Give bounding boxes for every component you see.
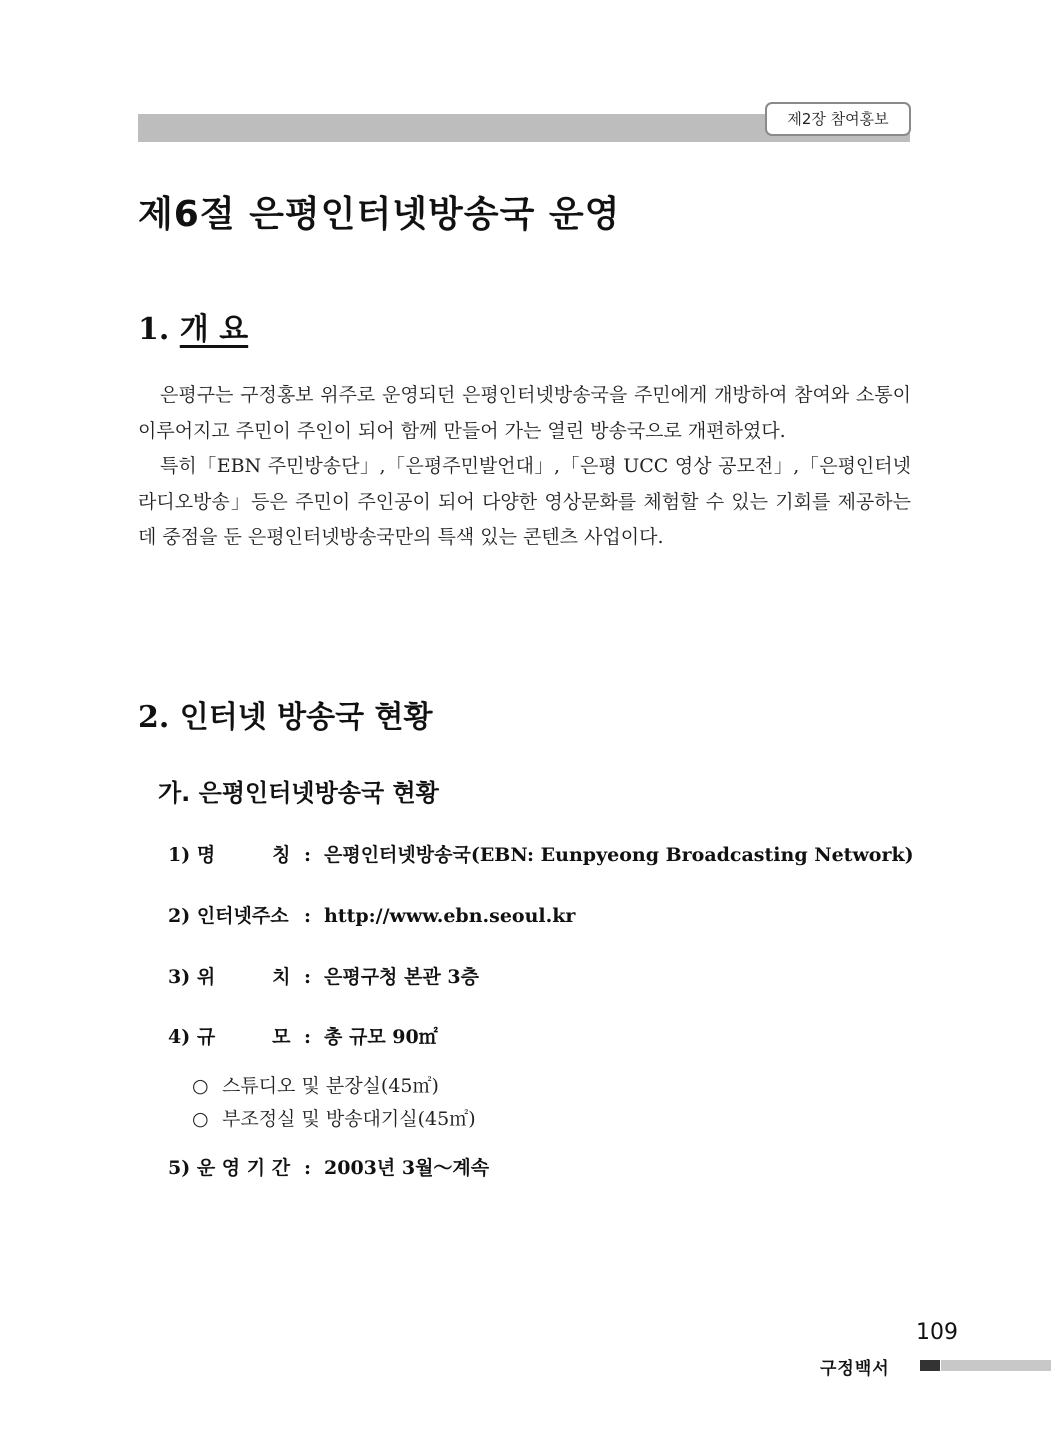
info-item-address <box>168 901 575 928</box>
info-value: 은평인터넷방송국(EBN: Eunpyeong Broadcasting Network) <box>324 844 914 866</box>
overview-heading <box>138 304 248 348</box>
book-title: 구정백서 <box>820 1359 890 1379</box>
info-value: http://www.ebn.seoul.kr <box>324 905 576 927</box>
sub-item-text: 부조정실 및 방송대기실(45㎡) <box>222 1108 476 1130</box>
separator: : <box>304 1026 312 1048</box>
overview-body <box>138 378 911 556</box>
sub-item-control-room <box>192 1104 476 1131</box>
separator: : <box>304 1157 312 1179</box>
status-heading <box>138 692 433 736</box>
info-label: 1) 명 칭 <box>168 844 291 866</box>
sub-item-text: 스튜디오 및 분장실(45㎡) <box>222 1075 439 1097</box>
page-number: 109 <box>916 1320 958 1345</box>
footer-bar-dark <box>920 1360 940 1371</box>
info-label: 5) 운 영 기 간 <box>168 1157 291 1179</box>
status-subheading: 가. 은평인터넷방송국 현황 <box>158 779 439 807</box>
bullet-icon: ○ <box>192 1075 209 1097</box>
separator: : <box>304 966 312 988</box>
info-value: 2003년 3월～계속 <box>324 1157 490 1179</box>
chapter-tab: 제2장 참여홍보 <box>765 102 911 136</box>
info-item-name <box>168 840 914 867</box>
sub-item-studio <box>192 1071 439 1098</box>
info-label: 3) 위 치 <box>168 966 291 988</box>
section-title: 제6절 은평인터넷방송국 운영 <box>138 194 621 235</box>
separator: : <box>304 844 312 866</box>
footer-bar-light <box>941 1360 1051 1371</box>
status-title: 인터넷 방송국 현황 <box>179 700 433 735</box>
info-item-location <box>168 962 479 989</box>
info-value: 은평구청 본관 3층 <box>324 966 479 988</box>
bullet-icon: ○ <box>192 1108 209 1130</box>
info-value: 총 규모 90㎡ <box>324 1026 438 1048</box>
info-item-period <box>168 1153 489 1180</box>
info-item-size <box>168 1022 438 1049</box>
info-label: 2) 인터넷주소 <box>168 905 289 927</box>
separator: : <box>304 905 312 927</box>
overview-paragraph-1: 은평구는 구정홍보 위주로 운영되던 은평인터넷방송국을 주민에게 개방하여 참여와 소통이 이루어지고 주민이 주인이 되어 함께 만들어 가는 열린 방송국으로 개편하였다. <box>138 384 911 442</box>
status-number: 2. <box>138 700 170 735</box>
info-label: 4) 규 모 <box>168 1026 291 1048</box>
overview-paragraph-2: 특히「EBN 주민방송단」,「은평주민발언대」,「은평 UCC 영상 공모전」,「은평인터넷라디오방송」등은 주민이 주인공이 되어 다양한 영상문화를 체험할 수 있는 기회를 제공하는 데 중점을 둔 은평인터넷방송국만의 특색 있는 콘텐츠 사업이다. <box>138 455 911 548</box>
overview-title: 개 요 <box>179 312 249 347</box>
overview-number: 1. <box>138 312 170 347</box>
